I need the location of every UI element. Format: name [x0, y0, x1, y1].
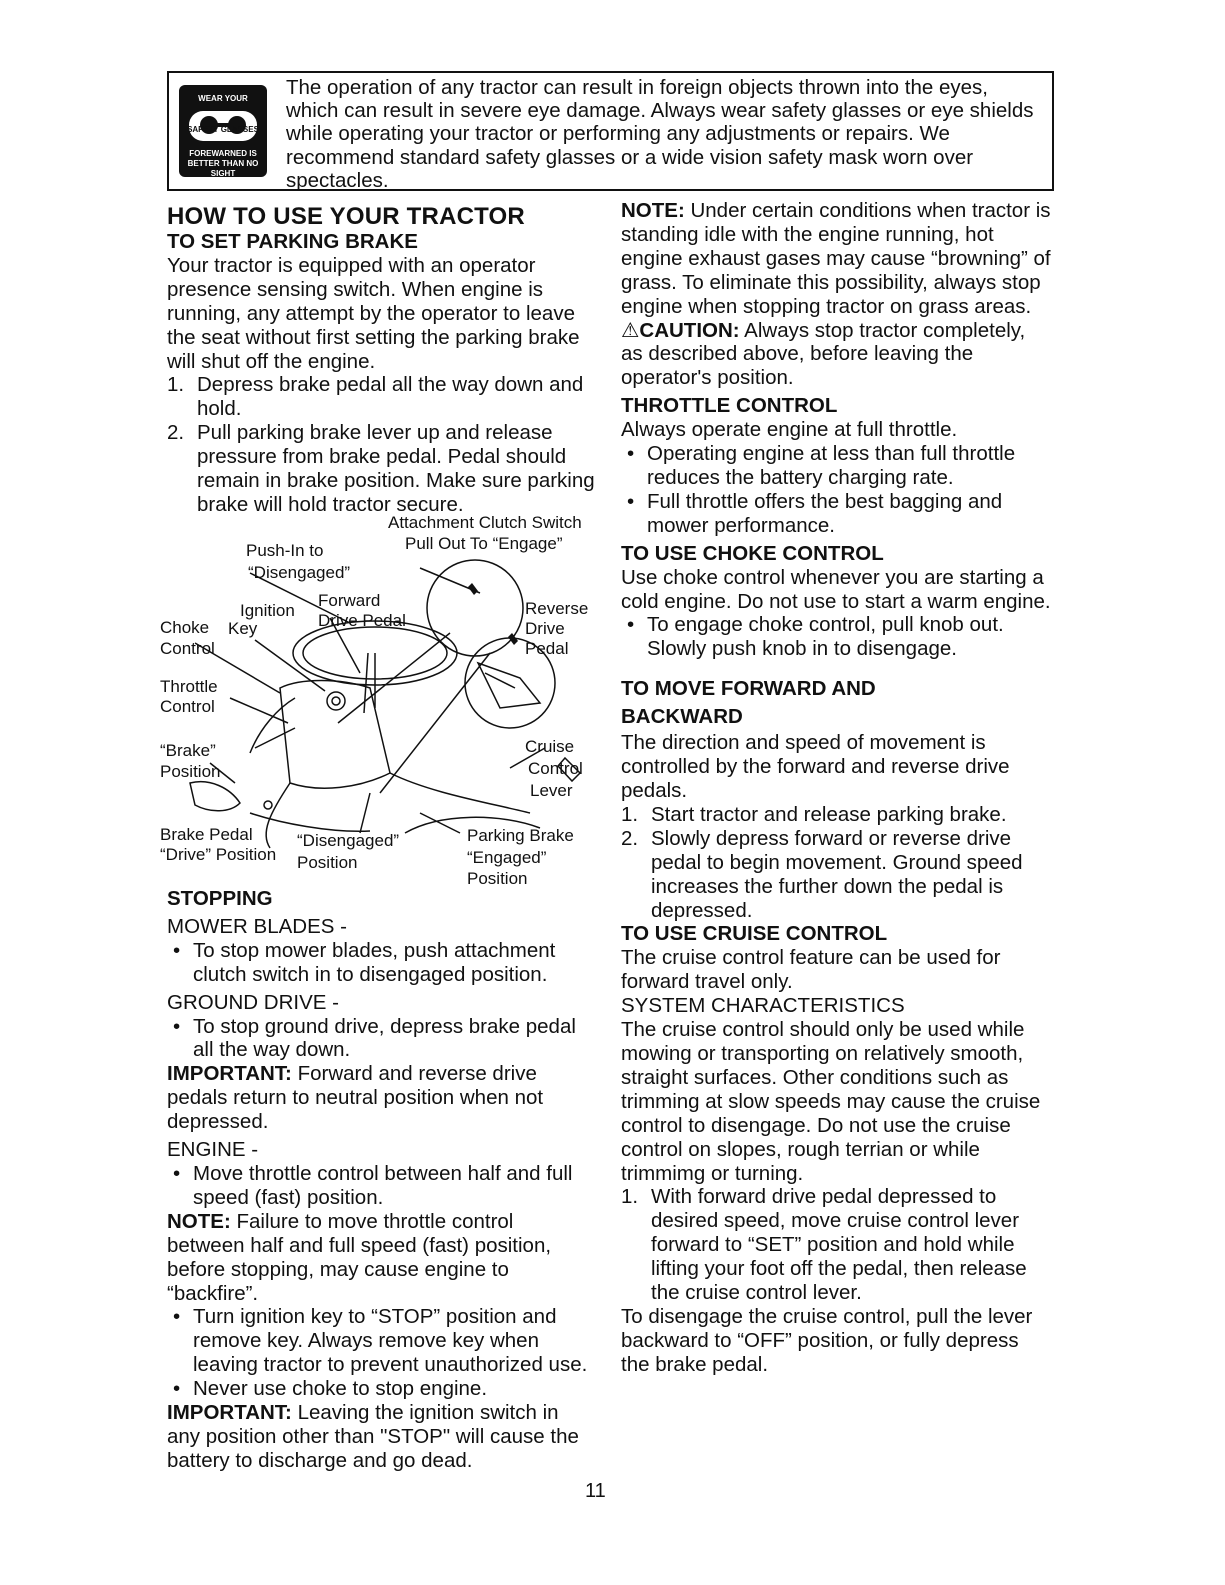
- label-cruise-control: Control: [528, 759, 583, 778]
- cruise-intro: The cruise control feature can be used for forward travel only.: [621, 946, 1001, 994]
- label-ignition: Ignition: [240, 601, 295, 620]
- icon-text-line-3: FOREWARNED IS BETTER THAN NO SIGHT: [187, 149, 259, 178]
- move-intro: The direction and speed of movement is controlled by the forward and reverse drive pedals.: [621, 731, 1010, 803]
- warning-text: The operation of any tractor can result in foreign objects thrown into the eyes, which can result in severe eye damage. Always wear safety glasses or eye shields while operating your tractor or performing any adjustments or repairs. We recommend standard safety glasses or a wide vision safety mask worn over spectacles.: [286, 76, 1034, 192]
- list-item: [167, 1015, 595, 1063]
- step-number: 1.: [167, 373, 185, 397]
- label-brake-position: “Brake”: [160, 741, 216, 760]
- list-item: [621, 1185, 1051, 1305]
- bullet-text: To stop mower blades, push attachment clutch switch in to disengaged position.: [193, 938, 556, 986]
- bullet-icon: •: [173, 1014, 181, 1038]
- step-number: 1.: [621, 802, 639, 826]
- label-brake-pedal: Brake Pedal: [160, 825, 253, 844]
- parking-brake-intro: Your tractor is equipped with an operator presence sensing switch. When engine is running, any attempt by the operator to leave the seat without first setting the parking brake will shut off the engine.: [167, 253, 580, 373]
- bullet-text: Turn ignition key to “STOP” position and remove key. Always remove key when leaving tractor to prevent unauthorized use.: [193, 1305, 588, 1377]
- note-text: Failure to move throttle control between half and full speed (fast) position, before stopping, may cause engine to “backfire”.: [167, 1209, 552, 1305]
- bullet-text: Operating engine at less than full throttle reduces the battery charging rate.: [647, 442, 1016, 489]
- list-item: [621, 490, 1051, 538]
- label-reverse: Reverse: [525, 599, 589, 618]
- right-column: [621, 199, 1051, 1377]
- step-text: Slowly depress forward or reverse drive pedal to begin movement. Ground speed increases the further down the pedal is depressed.: [651, 826, 1023, 922]
- step-text: Start tractor and release parking brake.: [651, 802, 1007, 826]
- bullet-icon: •: [173, 1305, 181, 1329]
- system-characteristics-text: The cruise control should only be used while mowing or transporting on relatively smooth, straight surfaces. Other conditions such as trimming at slow speeds may cause the cruise control to disengage. Do not use the cruise control on slopes, rough terrian or while trimmimg or turning.: [621, 1018, 1041, 1185]
- list-item: [167, 421, 595, 517]
- bullet-text: Full throttle offers the best bagging and mower performance.: [647, 489, 1003, 537]
- label-push-in-disengaged: “Disengaged”: [248, 563, 351, 582]
- choke-intro: Use choke control whenever you are starting a cold engine. Do not use to start a warm engine.: [621, 565, 1051, 613]
- disengage-text: To disengage the cruise control, pull the lever backward to “OFF” position, or fully depress the brake pedal.: [621, 1304, 1033, 1376]
- label-throttle-control: Control: [160, 697, 215, 716]
- note-label: NOTE:: [167, 1209, 231, 1233]
- system-characteristics-label: SYSTEM CHARACTERISTICS: [621, 994, 905, 1018]
- step-number: 1.: [621, 1185, 639, 1209]
- tractor-controls-diagram: [160, 513, 610, 893]
- list-item: [621, 442, 1051, 490]
- move-heading-2: BACKWARD: [621, 705, 743, 729]
- page-number: 11: [585, 1480, 606, 1502]
- list-item: [621, 827, 1051, 923]
- label-parking-brake: Parking Brake: [467, 826, 574, 845]
- step-text: With forward drive pedal depressed to desired speed, move cruise control lever forward to “SET” position and hold while lifting your foot off the pedal, then release the cruise control lever.: [651, 1185, 1027, 1305]
- bullet-icon: •: [173, 1377, 181, 1401]
- bullet-text: To engage choke control, pull knob out. Slowly push knob in to disengage.: [647, 613, 1004, 661]
- bullet-text: Move throttle control between half and full speed (fast) position.: [193, 1161, 573, 1209]
- caution-label: CAUTION:: [639, 318, 740, 342]
- list-item: [621, 803, 1051, 827]
- bullet-icon: •: [627, 442, 635, 466]
- safety-warning-box: [167, 71, 1054, 191]
- bullet-icon: •: [173, 1161, 181, 1185]
- label-attachment-clutch-switch: Attachment Clutch Switch: [388, 513, 582, 532]
- label-ignition-key: Key: [228, 619, 258, 638]
- throttle-heading: THROTTLE CONTROL: [621, 394, 838, 418]
- label-parking-engaged: “Engaged”: [467, 848, 547, 867]
- step-number: 2.: [621, 826, 639, 850]
- label-disengaged-position: Position: [297, 853, 358, 872]
- bullet-icon: •: [173, 938, 181, 962]
- important-text: Forward and reverse drive pedals return to neutral position when not depressed.: [167, 1062, 544, 1134]
- parking-brake-heading: TO SET PARKING BRAKE: [167, 230, 418, 253]
- step-number: 2.: [167, 421, 185, 445]
- choke-heading: TO USE CHOKE CONTROL: [621, 541, 884, 565]
- label-reverse-pedal: Pedal: [525, 639, 569, 658]
- important-text: Leaving the ignition switch in any position other than "STOP" will cause the battery to discharge and go dead.: [167, 1401, 579, 1472]
- label-cruise-lever: Lever: [530, 781, 573, 800]
- note-paragraph: [621, 199, 1051, 319]
- cruise-heading: TO USE CRUISE CONTROL: [621, 922, 888, 946]
- label-cruise: Cruise: [525, 737, 575, 756]
- move-heading-1: TO MOVE FORWARD AND: [621, 677, 876, 701]
- label-forward: Forward: [318, 591, 381, 610]
- important-paragraph-2: [167, 1401, 595, 1473]
- stopping-heading: STOPPING: [167, 887, 273, 910]
- list-item: [167, 373, 595, 421]
- label-throttle: Throttle: [160, 677, 218, 696]
- caution-icon: ⚠: [621, 318, 640, 342]
- mower-blades-label: MOWER BLADES -: [167, 914, 347, 938]
- section-title: HOW TO USE YOUR TRACTOR: [167, 203, 525, 230]
- bullet-icon: •: [627, 489, 635, 513]
- important-label: IMPORTANT:: [167, 1062, 292, 1086]
- icon-text-line-1: WEAR YOUR: [198, 94, 248, 103]
- bullet-text: Never use choke to stop engine.: [193, 1377, 488, 1401]
- step-text: Depress brake pedal all the way down and hold.: [197, 373, 584, 421]
- list-item: [167, 1305, 595, 1377]
- left-column-stopping: [167, 887, 595, 1473]
- note-text: Under certain conditions when tractor is standing idle with the engine running, hot engine exhaust gases may cause “browning” of grass. To eliminate this possibility, always stop engine when stopping tractor on grass areas.: [621, 199, 1051, 318]
- label-parking-position: Position: [467, 869, 528, 888]
- left-column: [167, 204, 595, 517]
- label-choke-control: Control: [160, 639, 215, 658]
- label-disengaged: “Disengaged”: [297, 831, 400, 850]
- label-reverse-drive: Drive: [525, 619, 565, 638]
- note-label: NOTE:: [621, 199, 685, 222]
- label-pull-out: Pull Out To “Engage”: [405, 534, 563, 553]
- list-item: [167, 939, 595, 987]
- throttle-intro: Always operate engine at full throttle.: [621, 418, 958, 442]
- icon-text-line-2: SAFETY GLASSES: [187, 125, 259, 134]
- label-push-in: Push-In to: [246, 541, 324, 560]
- engine-label: ENGINE -: [167, 1138, 259, 1162]
- list-item: [167, 1162, 595, 1210]
- important-label: IMPORTANT:: [167, 1401, 292, 1425]
- caution-paragraph: [621, 319, 1051, 391]
- bullet-icon: •: [627, 613, 635, 637]
- step-text: Pull parking brake lever up and release pressure from brake pedal. Pedal should remain in brake position. Make sure parking brake will hold tractor secure.: [197, 421, 595, 516]
- label-brake-position-2: Position: [160, 762, 221, 781]
- safety-glasses-icon: [179, 85, 267, 177]
- label-choke: Choke: [160, 618, 210, 637]
- important-paragraph: [167, 1062, 595, 1134]
- bullet-text: To stop ground drive, depress brake pedal all the way down.: [193, 1014, 576, 1062]
- ground-drive-label: GROUND DRIVE -: [167, 990, 339, 1014]
- label-forward-drive-pedal: Drive Pedal: [318, 611, 406, 630]
- list-item: [167, 1377, 595, 1401]
- note-paragraph: [167, 1210, 595, 1306]
- caution-text: Always stop tractor completely, as described above, before leaving the operator's position.: [621, 318, 1026, 390]
- label-brake-pedal-drive: “Drive” Position: [160, 845, 277, 864]
- list-item: [621, 613, 1051, 661]
